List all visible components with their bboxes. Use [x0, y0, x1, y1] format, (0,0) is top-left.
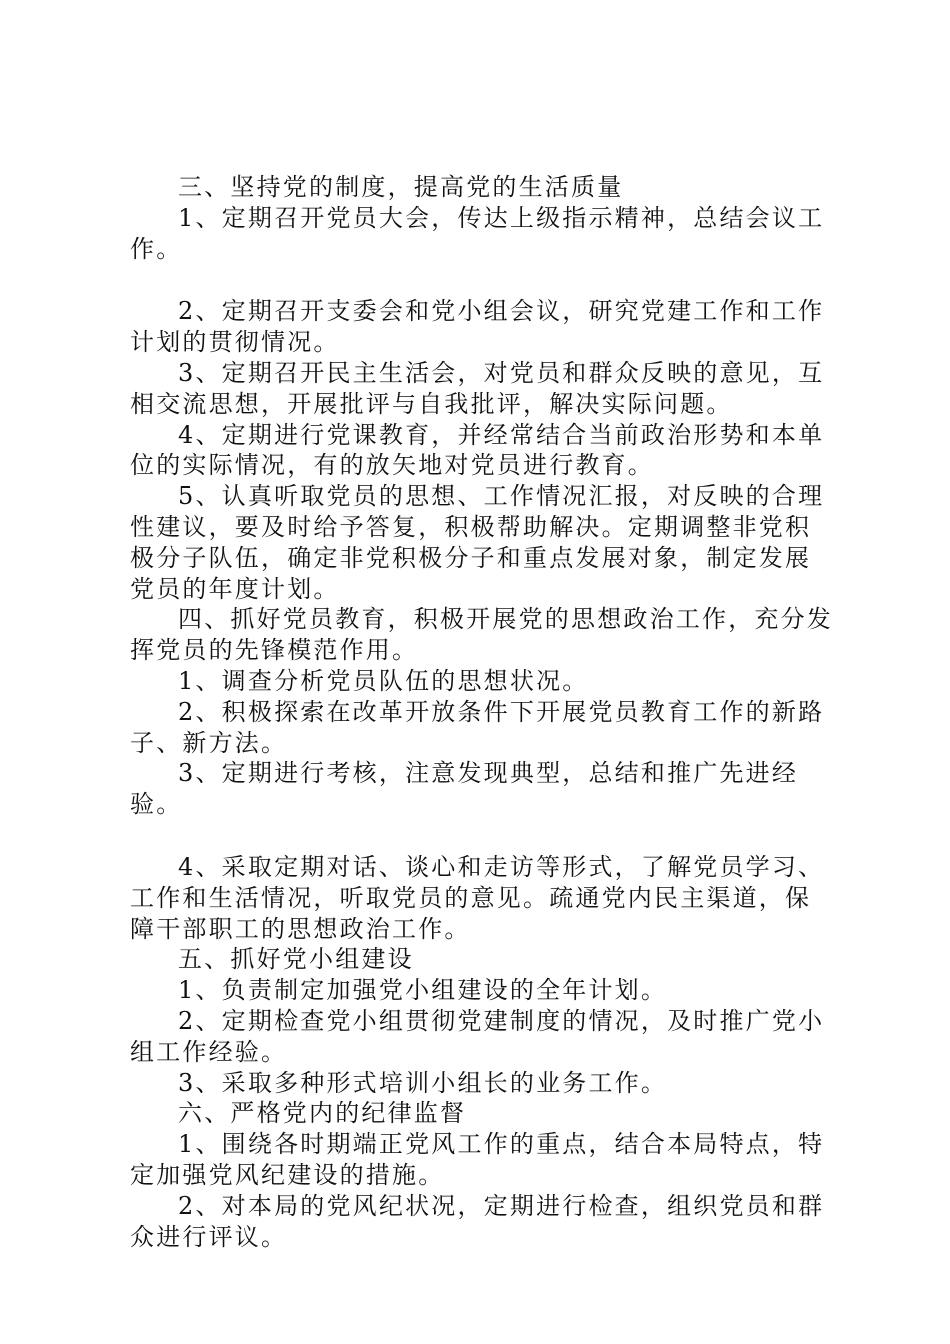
section-heading-6: 六、严格党内的纪律监督 [178, 1099, 467, 1128]
section-heading-3: 三、坚持党的制度，提高党的生活质量 [178, 173, 624, 201]
paragraph: 3、采取多种形式培训小组长的业务工作。 [178, 1068, 668, 1097]
document-body [130, 172, 835, 1252]
paragraph: 1、围绕各时期端正党风工作的重点，结合本局特点，特定加强党风纪建设的措施。 [130, 1130, 825, 1189]
paragraph: 4、采取定期对话、谈心和走访等形式，了解党员学习、工作和生活情况，听取党员的意见。疏通党内民主渠道，保障干部职工的思想政治工作。 [130, 852, 825, 943]
paragraph: 2、对本局的党风纪状况，定期进行检查，组织党员和群众进行评议。 [130, 1191, 825, 1251]
section-heading-4: 四、抓好党员教育，积极开展党的思想政治工作，充分发挥党员的先锋模范作用。 [130, 605, 833, 665]
paragraph: 1、负责制定加强党小组建设的全年计划。 [178, 976, 668, 1005]
paragraph: 5、认真听取党员的思想、工作情况汇报，对反映的合理性建议，要及时给予答复，积极帮助解决。定期调整非党积极分子队伍，确定非党积极分子和重点发展对象，制定发展党员的年度计划。 [130, 482, 825, 603]
paragraph: 1、调查分析党员队伍的思想状况。 [178, 666, 589, 695]
blank-line [130, 264, 835, 296]
paragraph: 3、定期进行考核，注意发现典型，总结和推广先进经验。 [130, 759, 799, 819]
paragraph: 3、定期召开民主生活会，对党员和群众反映的意见，互相交流思想，开展批评与自我批评，解决实际问题。 [130, 358, 825, 418]
paragraph: 4、定期进行党课教育，并经常结合当前政治形势和本单位的实际情况，有的放矢地对党员进行教育。 [130, 420, 825, 480]
paragraph: 2、定期检查党小组贯彻党建制度的情况，及时推广党小组工作经验。 [130, 1006, 825, 1066]
paragraph: 2、积极探索在改革开放条件下开展党员教育工作的新路子、新方法。 [130, 697, 825, 757]
paragraph: 2、定期召开支委会和党小组会议，研究党建工作和工作计划的贯彻情况。 [130, 297, 825, 357]
paragraph: 1、定期召开党员大会，传达上级指示精神，总结会议工作。 [130, 203, 825, 263]
blank-line [130, 820, 835, 852]
section-heading-5: 五、抓好党小组建设 [178, 945, 414, 974]
